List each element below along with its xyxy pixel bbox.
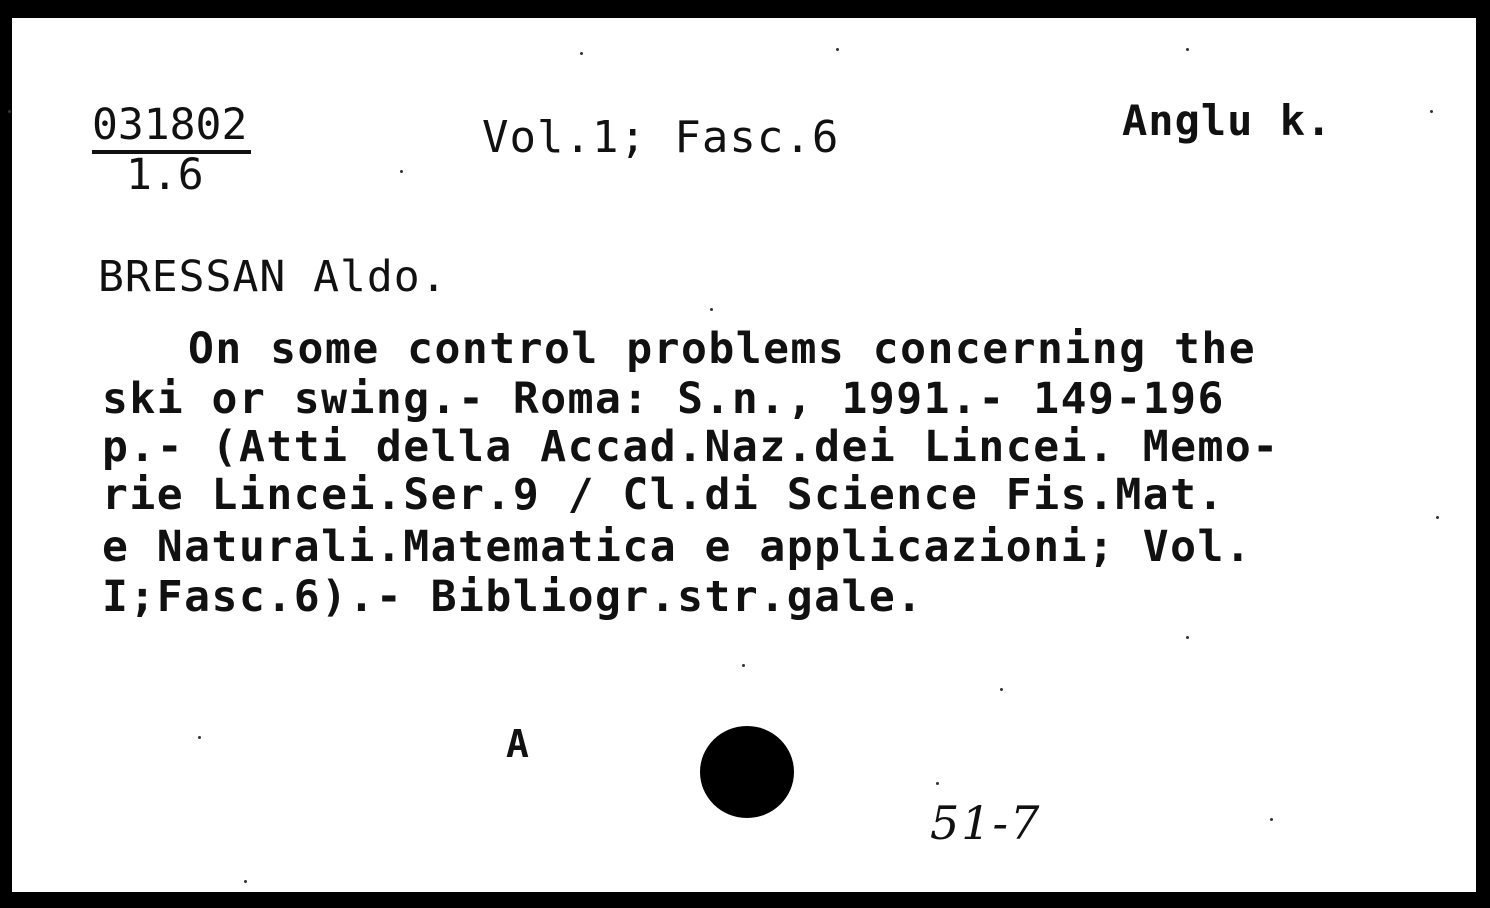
description-line: p.- (Atti della Accad.Naz.dei Lincei. Memo- [102,422,1280,472]
scan-speck [1436,516,1439,519]
scan-border-top [0,0,1490,18]
description-line: On some control problems concerning the [188,324,1257,374]
description-line: I;Fasc.6).- Bibliogr.str.gale. [102,572,924,622]
scan-speck [1270,818,1273,821]
mark-letter: A [506,722,529,766]
punch-hole [700,726,794,818]
description-line: ski or swing.- Roma: S.n., 1991.- 149-196 [102,374,1225,424]
scan-speck [8,110,11,113]
scan-border-right [1476,0,1490,908]
scan-speck [936,782,939,785]
scan-speck [244,880,247,883]
scan-speck [198,736,201,739]
scan-speck [1000,688,1003,691]
scan-speck [1186,48,1189,51]
scan-speck [400,170,403,173]
scan-speck [742,664,745,667]
author-name: BRESSAN Aldo. [98,252,448,302]
call-number-top: 031802 [92,102,251,154]
scan-speck [1186,636,1189,639]
call-number-bottom: 1.6 [126,150,204,200]
description-line: rie Lincei.Ser.9 / Cl.di Science Fis.Mat. [102,470,1225,520]
volume-label: Vol.1; Fasc.6 [482,112,840,163]
scan-border-bottom [0,892,1490,908]
scan-speck [710,308,713,311]
handwritten-note: 51-7 [930,796,1042,850]
scan-border-left [0,0,12,908]
scan-speck [580,52,583,55]
department-label: Anglu k. [1122,96,1333,145]
description-line: e Naturali.Matematica e applicazioni; Vol. [102,522,1253,572]
call-number [92,102,251,198]
scan-speck [836,48,839,51]
scan-speck [1430,110,1433,113]
